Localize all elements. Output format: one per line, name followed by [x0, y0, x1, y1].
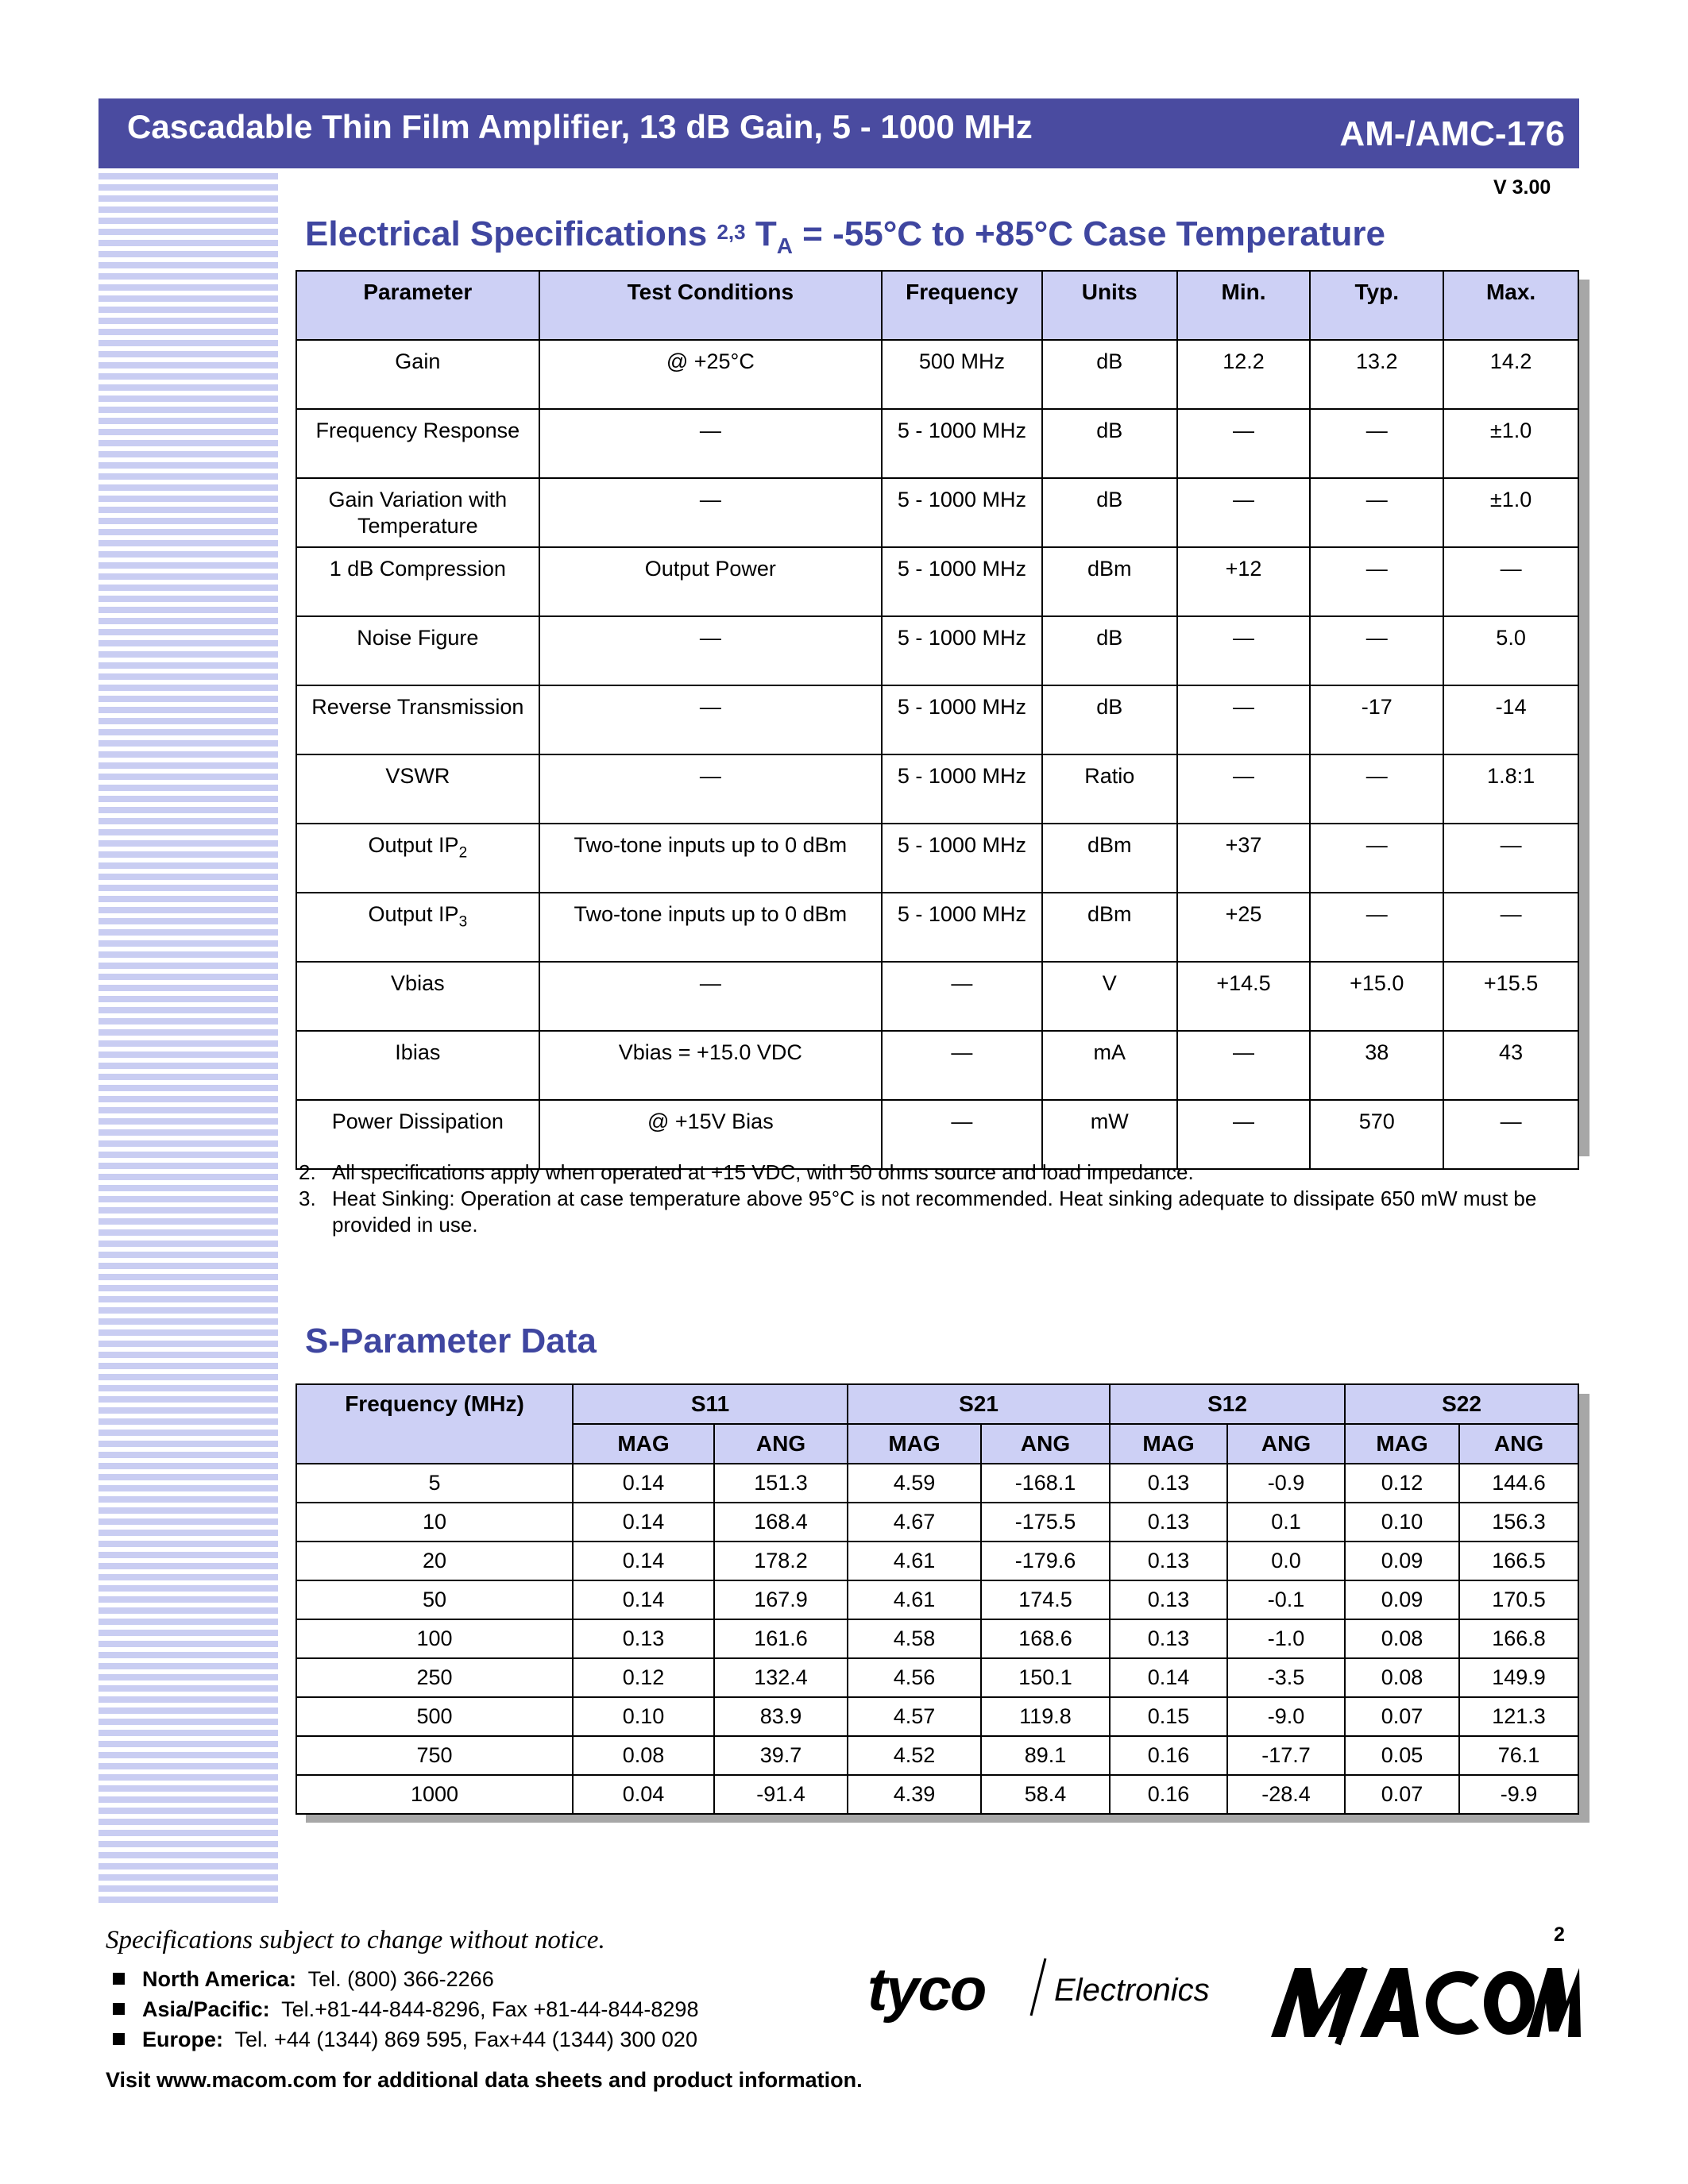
cell-min: —	[1177, 754, 1311, 824]
cell-s22-ang: -9.9	[1459, 1775, 1578, 1814]
cell-test-conditions: —	[539, 616, 882, 685]
cell-s21-mag: 4.56	[848, 1658, 981, 1697]
s-parameter-table	[295, 1383, 1579, 1815]
table-row	[296, 1658, 1578, 1697]
electrical-specs-title: Electrical Specifications $^{2,3}$ $T_A = -55^\circ C$ to +85°C Case Temperature	[305, 214, 1385, 258]
cell-s22-mag: 0.07	[1345, 1697, 1459, 1736]
document-title: Cascadable Thin Film Amplifier, 13 dB Gain, 5 - 1000 MHz	[127, 108, 1033, 145]
cell-s11-mag: 0.13	[573, 1619, 714, 1658]
cell-min: —	[1177, 409, 1311, 478]
cell-typ: —	[1310, 478, 1443, 547]
cell-s21-mag: 4.59	[848, 1464, 981, 1503]
contact-europe: Europe: Tel. +44 (1344) 869 595, Fax+44 (1344) 300 020	[113, 2028, 697, 2052]
table-row	[296, 340, 1578, 409]
cell-frequency: 20	[296, 1542, 573, 1580]
cell-s21-ang: -179.6	[981, 1542, 1110, 1580]
cell-s21-ang: -168.1	[981, 1464, 1110, 1503]
cell-max: ±1.0	[1443, 409, 1578, 478]
cell-s22-ang: 149.9	[1459, 1658, 1578, 1697]
contact-north-america: North America: Tel. (800) 366-2266	[113, 1967, 494, 1992]
s-parameter-title: S-Parameter Data	[305, 1322, 597, 1360]
cell-parameter: Ibias	[296, 1031, 539, 1100]
cell-s22-ang: 156.3	[1459, 1503, 1578, 1542]
cell-s21-mag: 4.57	[848, 1697, 981, 1736]
cell-min: —	[1177, 1100, 1311, 1169]
cell-s12-mag: 0.15	[1110, 1697, 1227, 1736]
cell-parameter: Output $IP_3$	[296, 893, 539, 962]
cell-s11-mag: 0.12	[573, 1658, 714, 1697]
table-row	[296, 478, 1578, 547]
cell-typ: +15.0	[1310, 962, 1443, 1031]
cell-s11-ang: 167.9	[714, 1580, 848, 1619]
version-label: V 3.00	[1493, 176, 1551, 199]
cell-s21-mag: 4.52	[848, 1736, 981, 1775]
cell-test-conditions: @ +15V Bias	[539, 1100, 882, 1169]
cell-test-conditions: —	[539, 478, 882, 547]
cell-s11-ang: 151.3	[714, 1464, 848, 1503]
col-header-mag: MAG	[1110, 1424, 1227, 1464]
cell-units: dB	[1042, 409, 1177, 478]
cell-s21-mag: 4.58	[848, 1619, 981, 1658]
cell-s12-mag: 0.13	[1110, 1503, 1227, 1542]
table-row	[296, 616, 1578, 685]
cell-s12-mag: 0.13	[1110, 1580, 1227, 1619]
table-row	[296, 1100, 1578, 1169]
cell-s22-mag: 0.08	[1345, 1619, 1459, 1658]
table-header-row	[296, 271, 1578, 340]
cell-units: Ratio	[1042, 754, 1177, 824]
cell-s12-mag: 0.14	[1110, 1658, 1227, 1697]
page-number: 2	[1554, 1924, 1565, 1946]
cell-s11-mag: 0.08	[573, 1736, 714, 1775]
cell-typ: 570	[1310, 1100, 1443, 1169]
table-header-row	[296, 1384, 1578, 1424]
cell-s11-mag: 0.14	[573, 1542, 714, 1580]
cell-parameter: Gain	[296, 340, 539, 409]
bullet-icon	[113, 2003, 125, 2015]
cell-frequency: 5 - 1000 MHz	[882, 685, 1042, 754]
cell-min: +14.5	[1177, 962, 1311, 1031]
cell-typ: 38	[1310, 1031, 1443, 1100]
cell-s22-ang: 121.3	[1459, 1697, 1578, 1736]
cell-frequency: 100	[296, 1619, 573, 1658]
cell-units: dB	[1042, 478, 1177, 547]
tyco-electronics-logo	[867, 1955, 1225, 2024]
cell-frequency: 10	[296, 1503, 573, 1542]
cell-parameter: VSWR	[296, 754, 539, 824]
cell-units: dB	[1042, 616, 1177, 685]
cell-units: dBm	[1042, 893, 1177, 962]
cell-max: —	[1443, 547, 1578, 616]
cell-max: 1.8:1	[1443, 754, 1578, 824]
col-header-frequency: Frequency	[882, 271, 1042, 340]
tyco-logo-subtitle: Electronics	[1054, 1973, 1210, 2008]
cell-s11-mag: 0.14	[573, 1503, 714, 1542]
cell-frequency: 5 - 1000 MHz	[882, 824, 1042, 893]
cell-s12-ang: 0.0	[1227, 1542, 1345, 1580]
cell-max: +15.5	[1443, 962, 1578, 1031]
cell-max: 43	[1443, 1031, 1578, 1100]
bullet-icon	[113, 2033, 125, 2045]
col-header-max: Max.	[1443, 271, 1578, 340]
cell-s21-ang: 58.4	[981, 1775, 1110, 1814]
cell-units: V	[1042, 962, 1177, 1031]
cell-s12-ang: -0.9	[1227, 1464, 1345, 1503]
cell-frequency: 1000	[296, 1775, 573, 1814]
website-link[interactable]: Visit www.macom.com for additional data sheets and product information.	[106, 2068, 863, 2092]
cell-typ: —	[1310, 754, 1443, 824]
col-header-ang: ANG	[714, 1424, 848, 1464]
cell-parameter: 1 dB Compression	[296, 547, 539, 616]
cell-units: dB	[1042, 340, 1177, 409]
col-header-parameter: Parameter	[296, 271, 539, 340]
cell-s11-ang: 168.4	[714, 1503, 848, 1542]
cell-frequency: 5 - 1000 MHz	[882, 754, 1042, 824]
table-row	[296, 893, 1578, 962]
cell-typ: —	[1310, 824, 1443, 893]
logo-divider-icon	[1026, 1955, 1050, 2019]
cell-s21-mag: 4.61	[848, 1580, 981, 1619]
cell-s12-ang: -1.0	[1227, 1619, 1345, 1658]
cell-s12-mag: 0.13	[1110, 1542, 1227, 1580]
col-header-ang: ANG	[1227, 1424, 1345, 1464]
cell-min: 12.2	[1177, 340, 1311, 409]
cell-units: mW	[1042, 1100, 1177, 1169]
cell-s12-mag: 0.16	[1110, 1736, 1227, 1775]
col-header-s12: S12	[1110, 1384, 1345, 1424]
cell-s22-ang: 144.6	[1459, 1464, 1578, 1503]
cell-s11-ang: 39.7	[714, 1736, 848, 1775]
cell-s11-mag: 0.14	[573, 1464, 714, 1503]
cell-min: —	[1177, 685, 1311, 754]
cell-s11-ang: 83.9	[714, 1697, 848, 1736]
cell-min: +37	[1177, 824, 1311, 893]
cell-max: 14.2	[1443, 340, 1578, 409]
note-item: 2. All specifications apply when operated at +15 VDC, with 50 ohms source and load impedance.	[299, 1160, 1194, 1184]
cell-frequency: —	[882, 962, 1042, 1031]
cell-s11-ang: 178.2	[714, 1542, 848, 1580]
cell-s22-mag: 0.12	[1345, 1464, 1459, 1503]
cell-parameter: Vbias	[296, 962, 539, 1031]
cell-s21-ang: 168.6	[981, 1619, 1110, 1658]
cell-frequency: 5	[296, 1464, 573, 1503]
cell-frequency: 500	[296, 1697, 573, 1736]
col-header-mag: MAG	[1345, 1424, 1459, 1464]
cell-s22-ang: 76.1	[1459, 1736, 1578, 1775]
cell-frequency: 5 - 1000 MHz	[882, 616, 1042, 685]
cell-s12-ang: 0.1	[1227, 1503, 1345, 1542]
cell-max: 5.0	[1443, 616, 1578, 685]
contact-asia-pacific: Asia/Pacific: Tel.+81-44-844-8296, Fax +81-44-844-8298	[113, 1997, 698, 2022]
cell-min: —	[1177, 478, 1311, 547]
cell-s12-mag: 0.16	[1110, 1775, 1227, 1814]
cell-s22-mag: 0.08	[1345, 1658, 1459, 1697]
cell-s12-ang: -0.1	[1227, 1580, 1345, 1619]
cell-s12-ang: -28.4	[1227, 1775, 1345, 1814]
cell-test-conditions: Vbias = +15.0 VDC	[539, 1031, 882, 1100]
cell-s12-ang: -9.0	[1227, 1697, 1345, 1736]
electrical-specs-table	[295, 270, 1579, 1170]
cell-s21-ang: 150.1	[981, 1658, 1110, 1697]
cell-test-conditions: Output Power	[539, 547, 882, 616]
cell-s21-ang: 119.8	[981, 1697, 1110, 1736]
table-row	[296, 1503, 1578, 1542]
cell-frequency: —	[882, 1100, 1042, 1169]
cell-s21-ang: -175.5	[981, 1503, 1110, 1542]
note-item: 3. Heat Sinking: Operation at case temperature above 95°C is not recommended. Heat sinking adequate to dissipate 650 mW must be provided in use.	[299, 1187, 1537, 1237]
cell-frequency: 5 - 1000 MHz	[882, 893, 1042, 962]
cell-max: ±1.0	[1443, 478, 1578, 547]
cell-s21-ang: 89.1	[981, 1736, 1110, 1775]
col-header-mag: MAG	[573, 1424, 714, 1464]
cell-s21-mag: 4.61	[848, 1542, 981, 1580]
cell-s22-mag: 0.09	[1345, 1542, 1459, 1580]
cell-typ: —	[1310, 616, 1443, 685]
cell-s11-mag: 0.14	[573, 1580, 714, 1619]
cell-min: +12	[1177, 547, 1311, 616]
table-row	[296, 547, 1578, 616]
header-bar	[98, 98, 1579, 168]
cell-test-conditions: —	[539, 409, 882, 478]
cell-test-conditions: —	[539, 685, 882, 754]
col-header-units: Units	[1042, 271, 1177, 340]
cell-units: dB	[1042, 685, 1177, 754]
cell-typ: 13.2	[1310, 340, 1443, 409]
col-header-s22: S22	[1345, 1384, 1578, 1424]
table-row	[296, 1580, 1578, 1619]
col-header-mag: MAG	[848, 1424, 981, 1464]
disclaimer-text: Specifications subject to change without notice.	[106, 1926, 605, 1954]
cell-s11-mag: 0.10	[573, 1697, 714, 1736]
cell-parameter: Noise Figure	[296, 616, 539, 685]
bullet-icon	[113, 1973, 125, 1985]
cell-frequency: 5 - 1000 MHz	[882, 478, 1042, 547]
cell-typ: —	[1310, 893, 1443, 962]
decorative-stripes	[98, 173, 278, 1904]
cell-frequency: 5 - 1000 MHz	[882, 409, 1042, 478]
col-header-ang: ANG	[1459, 1424, 1578, 1464]
col-header-min: Min.	[1177, 271, 1311, 340]
cell-s12-mag: 0.13	[1110, 1619, 1227, 1658]
cell-s22-mag: 0.09	[1345, 1580, 1459, 1619]
cell-test-conditions: Two-tone inputs up to 0 dBm	[539, 893, 882, 962]
cell-s11-ang: 161.6	[714, 1619, 848, 1658]
cell-s22-mag: 0.10	[1345, 1503, 1459, 1542]
macom-logo	[1271, 1962, 1581, 2053]
cell-frequency: —	[882, 1031, 1042, 1100]
cell-s22-mag: 0.05	[1345, 1736, 1459, 1775]
spec-notes	[299, 1160, 1571, 1238]
cell-min: —	[1177, 1031, 1311, 1100]
cell-min: —	[1177, 616, 1311, 685]
cell-parameter: Frequency Response	[296, 409, 539, 478]
cell-max: —	[1443, 1100, 1578, 1169]
cell-s11-ang: 132.4	[714, 1658, 848, 1697]
cell-test-conditions: —	[539, 754, 882, 824]
cell-s12-ang: -3.5	[1227, 1658, 1345, 1697]
cell-parameter: Gain Variation with Temperature	[296, 478, 539, 547]
cell-frequency: 750	[296, 1736, 573, 1775]
table-row	[296, 1619, 1578, 1658]
col-header-typ: Typ.	[1310, 271, 1443, 340]
cell-s11-ang: -91.4	[714, 1775, 848, 1814]
cell-test-conditions: —	[539, 962, 882, 1031]
table-row	[296, 962, 1578, 1031]
cell-s21-mag: 4.39	[848, 1775, 981, 1814]
col-header-frequency: Frequency (MHz)	[296, 1384, 573, 1464]
cell-max: —	[1443, 893, 1578, 962]
cell-s21-mag: 4.67	[848, 1503, 981, 1542]
cell-test-conditions: @ +25°C	[539, 340, 882, 409]
cell-s22-ang: 166.8	[1459, 1619, 1578, 1658]
col-header-ang: ANG	[981, 1424, 1110, 1464]
cell-frequency: 50	[296, 1580, 573, 1619]
cell-frequency: 250	[296, 1658, 573, 1697]
col-header-s21: S21	[848, 1384, 1110, 1424]
tyco-logo-word: tyco	[867, 1956, 986, 2024]
table-row	[296, 1697, 1578, 1736]
cell-frequency: 5 - 1000 MHz	[882, 547, 1042, 616]
cell-s12-mag: 0.13	[1110, 1464, 1227, 1503]
cell-units: dBm	[1042, 547, 1177, 616]
cell-typ: —	[1310, 547, 1443, 616]
table-row	[296, 1031, 1578, 1100]
cell-frequency: 500 MHz	[882, 340, 1042, 409]
table-row	[296, 754, 1578, 824]
table-row	[296, 409, 1578, 478]
cell-s12-ang: -17.7	[1227, 1736, 1345, 1775]
table-row	[296, 1775, 1578, 1814]
col-header-s11: S11	[573, 1384, 848, 1424]
cell-units: dBm	[1042, 824, 1177, 893]
cell-max: -14	[1443, 685, 1578, 754]
table-row	[296, 1542, 1578, 1580]
table-row	[296, 685, 1578, 754]
cell-parameter: Power Dissipation	[296, 1100, 539, 1169]
cell-s11-mag: 0.04	[573, 1775, 714, 1814]
cell-typ: —	[1310, 409, 1443, 478]
cell-s21-ang: 174.5	[981, 1580, 1110, 1619]
cell-s22-ang: 166.5	[1459, 1542, 1578, 1580]
cell-max: —	[1443, 824, 1578, 893]
cell-units: mA	[1042, 1031, 1177, 1100]
table-row	[296, 1736, 1578, 1775]
table-row	[296, 1464, 1578, 1503]
cell-parameter: Reverse Transmission	[296, 685, 539, 754]
macom-logo-mark	[1271, 1962, 1581, 2049]
cell-s22-mag: 0.07	[1345, 1775, 1459, 1814]
cell-min: +25	[1177, 893, 1311, 962]
part-number: AM-/AMC-176	[1339, 114, 1565, 153]
cell-s22-ang: 170.5	[1459, 1580, 1578, 1619]
col-header-test-conditions: Test Conditions	[539, 271, 882, 340]
cell-test-conditions: Two-tone inputs up to 0 dBm	[539, 824, 882, 893]
cell-parameter: Output $IP_2$	[296, 824, 539, 893]
cell-typ: -17	[1310, 685, 1443, 754]
table-row	[296, 824, 1578, 893]
